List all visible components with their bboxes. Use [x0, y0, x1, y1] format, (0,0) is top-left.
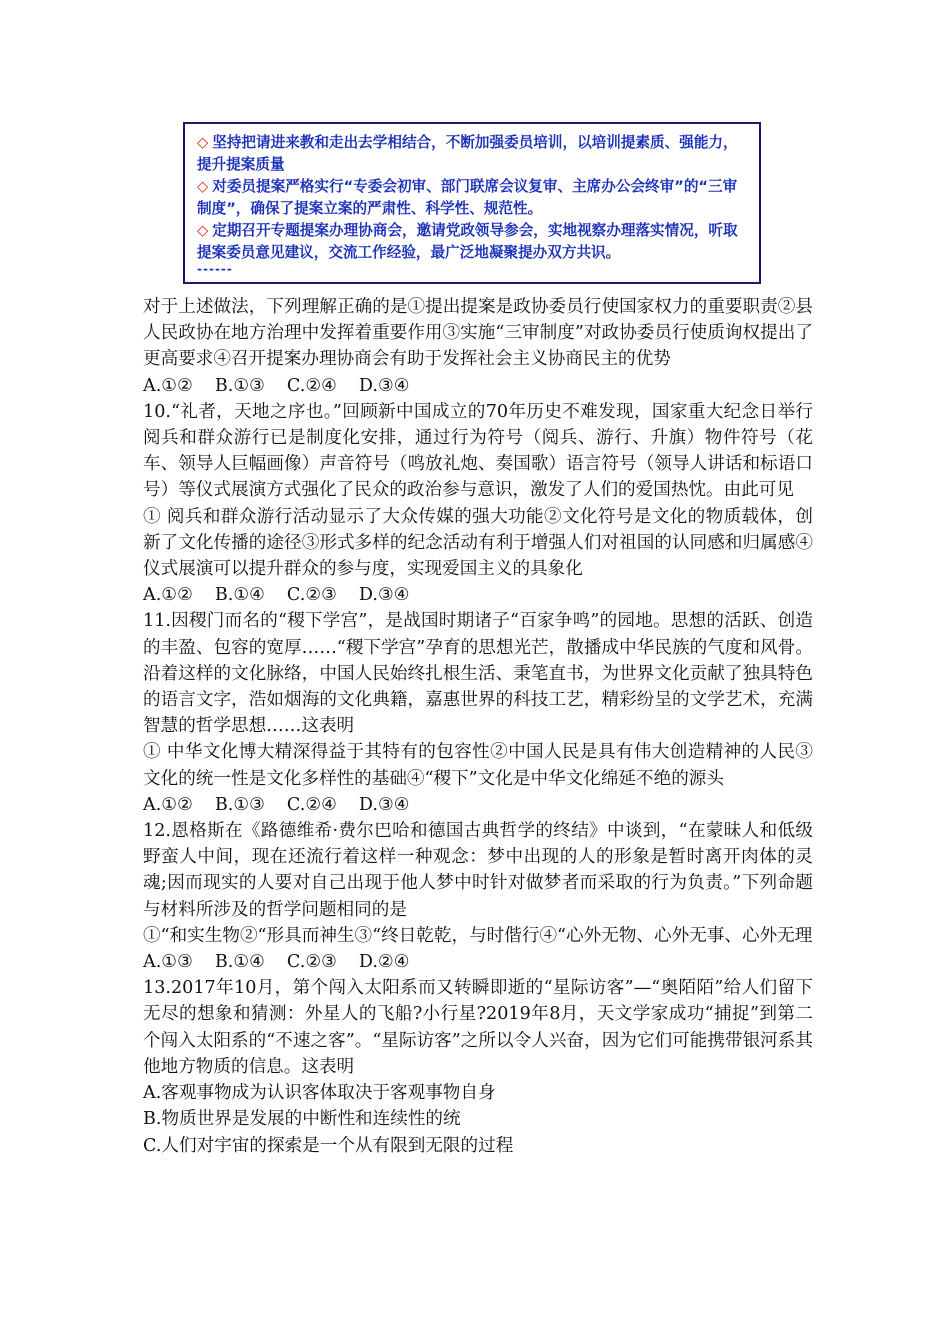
option-b: B.①④: [214, 585, 265, 606]
q10-choices: ① 阅兵和群众游行活动显示了大众传媒的强大功能②文化符号是文化的物质载体，创新了文化传播的途径③形式多样的纪念活动有利于增强人们对祖国的认同感和归属感④仪式展演可以提升群众的参与度，实现爱国主义的具象化: [143, 506, 813, 580]
q9-stem: 对于上述做法，下列理解正确的是①提出提案是政协委员行使国家权力的重要职责②县人民政协在地方治理中发挥着重要作用③实施“三审制度”对政协委员行使质询权提出了更高要求④召开提案办理协商会有助于发挥社会主义协商民主的优势: [143, 297, 813, 370]
option-b: B.①③: [214, 794, 265, 815]
option-b: B.①④: [214, 952, 265, 973]
option-a: A.①②: [143, 794, 193, 815]
box-bullet: ◇ 对委员提案严格实行“专委会初审、部门联席会议复审、主席办公会终审”的“三审制度”，确保了提案立案的严肃性、科学性、规范性。: [197, 178, 738, 217]
option-a: A.①②: [143, 585, 193, 606]
option-a: A.①③: [143, 952, 193, 973]
diamond-icon: ◇: [197, 134, 209, 151]
option-c: C.②③: [286, 952, 337, 973]
q13-option-c: C.人们对宇宙的探索是一个从有限到无限的过程: [143, 1135, 514, 1156]
q13-option-a: A.客观事物成为认识客体取决于客观事物自身: [143, 1083, 496, 1104]
option-c: C.②④: [286, 375, 337, 396]
question-content: [143, 294, 813, 1159]
q13-stem: 13.2017年10月，第个闯入太阳系而又转瞬即逝的“星际访客”—“奥陌陌”给人们留下无尽的想象和猜测：外星人的飞船?小行星?2019年8月，天文学家成功“捕捉”到第二个闯入太阳系的“不速之客”。“星际访客”之所以令人兴奋，因为它们可能携带银河系其他地方物质的信息。这表明: [143, 978, 813, 1077]
q11-choices: ① 中华文化博大精深得益于其特有的包容性②中国人民是具有伟大创造精神的人民③文化的统一性是文化多样性的基础④“稷下”文化是中华文化绵延不绝的源头: [143, 742, 813, 789]
option-c: C.②③: [286, 585, 337, 606]
q12-stem: 12.恩格斯在《路德维希·费尔巴哈和德国古典哲学的终结》中谈到，“在蒙昧人和低级野蛮人中间，现在还流行着这样一种观念：梦中出现的人的形象是暂时离开肉体的灵魂;因而现实的人要对自己出现于他人梦中时针对做梦者而采取的行为负责。”下列命题与材料所涉及的哲学问题相同的是: [143, 821, 813, 920]
q10-options: [143, 582, 813, 608]
option-d: D.③④: [358, 794, 410, 815]
option-d: D.③④: [358, 585, 410, 606]
option-a: A.①②: [143, 375, 193, 396]
option-d: D.③④: [358, 375, 410, 396]
option-c: C.②④: [286, 794, 337, 815]
diamond-icon: ◇: [197, 178, 209, 195]
diamond-icon: ◇: [197, 222, 209, 239]
q13-option-b: B.物质世界是发展的中断性和连续性的统: [143, 1109, 461, 1130]
q9-options: [143, 373, 813, 399]
box-bullet: ◇ 坚持把请进来教和走出去学相结合，不断加强委员培训，以培训提素质、强能力，提升提案质量: [197, 134, 738, 173]
q11-stem: 11.因稷门而名的“稷下学宫”，是战国时期诸子“百家争鸣”的园地。思想的活跃、创造的丰盈、包容的宽厚……“稷下学宫”孕育的思想光芒，散播成中华民族的气度和风骨。沿着这样的文化脉络，中国人民始终扎根生活、秉笔直书，为世界文化贡献了独具特色的语言文字，浩如烟海的文化典籍，嘉惠世界的科技工艺，精彩纷呈的文学艺术，充满智慧的哲学思想……这表明: [143, 611, 813, 737]
option-b: B.①③: [214, 375, 265, 396]
q12-options: [143, 949, 813, 975]
box-ellipsis: ------: [197, 262, 233, 276]
q12-choices: ①“和实生物②“形具而神生③“终日乾乾，与时偕行④“心外无物、心外无事、心外无理: [143, 925, 813, 946]
option-d: D.②④: [358, 952, 410, 973]
q11-options: [143, 792, 813, 818]
q10-stem: 10.“礼者，天地之序也。”回顾新中国成立的70年历史不难发现，国家重大纪念日举行阅兵和群众游行已是制度化安排，通过行为符号（阅兵、游行、升旗）物件符号（花车、领导人巨幅画像）声音符号（鸣放礼炮、奏国歌）语言符号（领导人讲话和标语口号）等仪式展演方式强化了民众的政治参与意识，激发了人们的爱国热忱。由此可见: [143, 401, 813, 501]
box-bullet: ◇ 定期召开专题提案办理协商会，邀请党政领导参会，实地视察办理落实情况，听取提案委员意见建议，交流工作经验，最广泛地凝聚提办双方共识。: [197, 222, 738, 261]
materials-box: [183, 122, 761, 284]
